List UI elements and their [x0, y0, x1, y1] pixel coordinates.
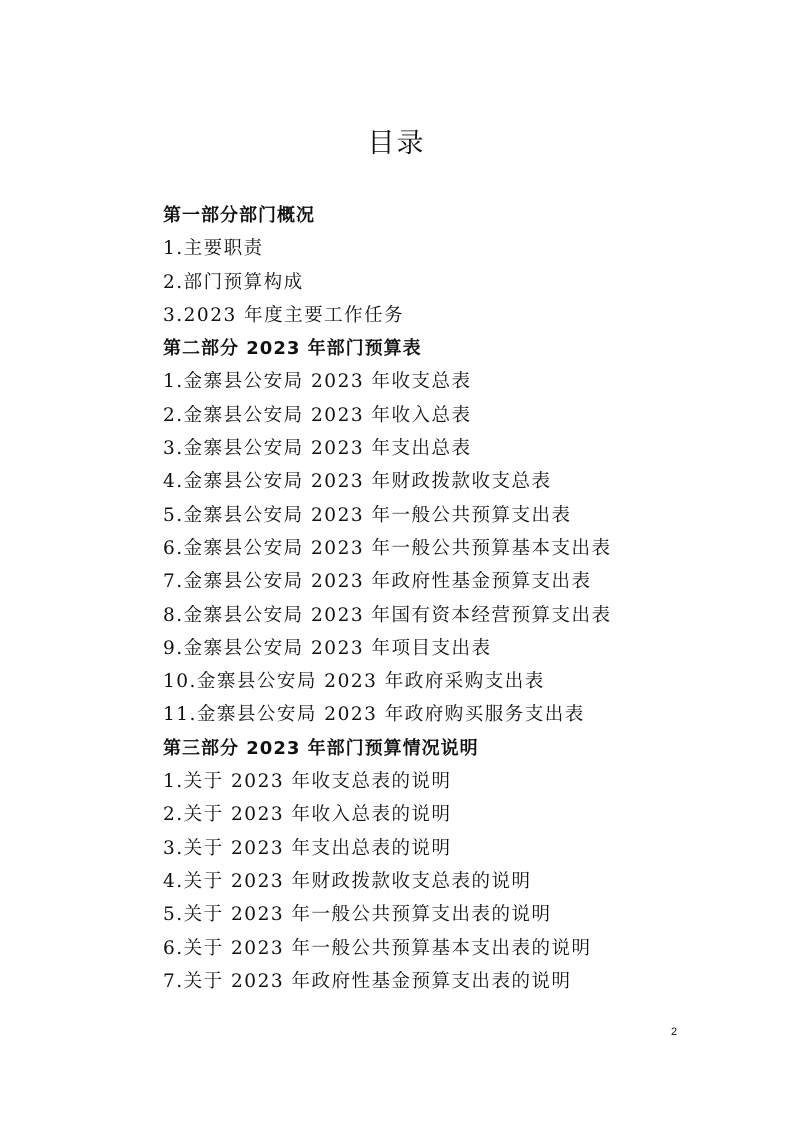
toc-item[interactable]: 4.金寨县公安局 2023 年财政拨款收支总表 — [163, 471, 552, 493]
table-of-contents — [163, 199, 683, 998]
toc-section-part-1 — [163, 199, 683, 332]
toc-item[interactable]: 4.关于 2023 年财政拨款收支总表的说明 — [163, 870, 532, 892]
toc-item[interactable]: 1.关于 2023 年收支总表的说明 — [163, 771, 452, 793]
toc-item[interactable]: 5.关于 2023 年一般公共预算支出表的说明 — [163, 904, 552, 926]
toc-item[interactable]: 6.金寨县公安局 2023 年一般公共预算基本支出表 — [163, 537, 612, 559]
section-heading[interactable]: 第一部分部门概况 — [163, 205, 315, 226]
toc-item[interactable]: 6.关于 2023 年一般公共预算基本支出表的说明 — [163, 937, 592, 959]
page-title: 目录 — [367, 128, 426, 159]
toc-item[interactable]: 9.金寨县公安局 2023 年项目支出表 — [163, 637, 492, 659]
page-number: 2 — [670, 1026, 678, 1038]
toc-section-part-2 — [163, 332, 683, 732]
toc-item[interactable]: 1.主要职责 — [163, 238, 264, 260]
toc-item[interactable]: 7.关于 2023 年政府性基金预算支出表的说明 — [163, 970, 572, 992]
toc-item[interactable]: 3.2023 年度主要工作任务 — [163, 304, 405, 326]
toc-section-part-3 — [163, 732, 683, 998]
toc-item[interactable]: 7.金寨县公安局 2023 年政府性基金预算支出表 — [163, 571, 592, 593]
toc-item[interactable]: 3.金寨县公安局 2023 年支出总表 — [163, 438, 472, 460]
toc-item[interactable]: 2.关于 2023 年收入总表的说明 — [163, 804, 452, 826]
toc-item[interactable]: 2.部门预算构成 — [163, 271, 304, 293]
toc-item[interactable]: 3.关于 2023 年支出总表的说明 — [163, 837, 452, 859]
toc-item[interactable]: 10.金寨县公安局 2023 年政府采购支出表 — [163, 671, 545, 693]
section-heading[interactable]: 第二部分 2023 年部门预算表 — [163, 338, 422, 360]
toc-item[interactable]: 8.金寨县公安局 2023 年国有资本经营预算支出表 — [163, 604, 612, 626]
toc-item[interactable]: 11.金寨县公安局 2023 年政府购买服务支出表 — [163, 704, 585, 726]
toc-item[interactable]: 5.金寨县公安局 2023 年一般公共预算支出表 — [163, 504, 572, 526]
toc-item[interactable]: 1.金寨县公安局 2023 年收支总表 — [163, 371, 472, 393]
toc-item[interactable]: 2.金寨县公安局 2023 年收入总表 — [163, 404, 472, 426]
section-heading[interactable]: 第三部分 2023 年部门预算情况说明 — [163, 737, 479, 759]
